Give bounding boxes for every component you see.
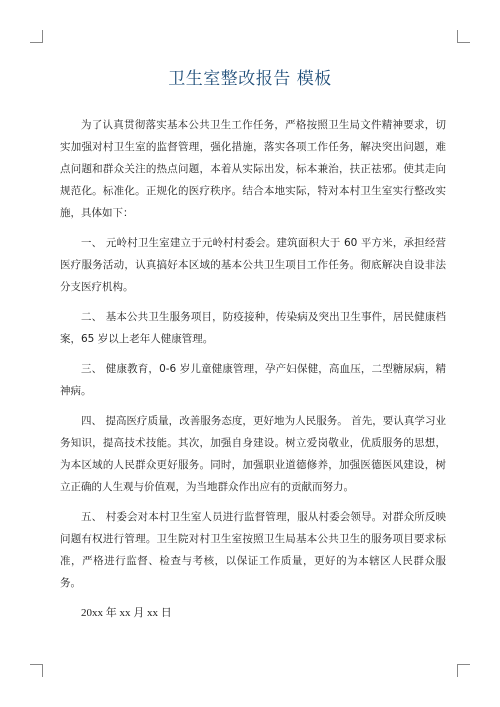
document-title: 卫生室整改报告 模板 bbox=[168, 69, 332, 89]
paragraph-3: 三、 健康教育，0-6 岁儿童健康管理，孕产妇保健，高血压，二型糖尿病，精神病。 bbox=[60, 363, 446, 397]
corner-mark-bottom-left bbox=[30, 664, 43, 677]
paragraph-4: 四、 提高医疗质量，改善服务态度，更好地为人民服务。 首先，要认真学习业务知识，提高技术技能。其次，加强自身建设。树立爱岗敬业，优质服务的思想，为本区域的人民群众更好服务。同时，加强职业道德修养，加强医德医风建设，树立正确的人生观与价值观，为当地群众作出应有的贡献而努力。 bbox=[60, 415, 446, 493]
corner-mark-bottom-right bbox=[457, 664, 470, 677]
document-date: 20xx 年 xx 月 xx 日 bbox=[81, 607, 172, 619]
corner-mark-top-right bbox=[457, 30, 470, 43]
paragraph-1: 一、 元岭村卫生室建立于元岭村村委会。建筑面积大于 60 平方米，承担经营医疗服务活动，认真搞好本区域的基本公共卫生项目工作任务。彻底解决自设非法分支医疗机构。 bbox=[60, 237, 446, 293]
paragraph-2: 二、 基本公共卫生服务项目，防疫接种，传染病及突出卫生事件，居民健康档案，65 岁以上老年人健康管理。 bbox=[60, 311, 446, 345]
document-body bbox=[60, 114, 446, 632]
corner-mark-top-left bbox=[30, 30, 43, 43]
intro-paragraph: 为了认真贯彻落实基本公共卫生工作任务，严格按照卫生局文件精神要求，切实加强对村卫生室的监督管理，强化措施，落实各项工作任务，解决突出问题，难点问题和群众关注的热点问题，本着从实际出发，标本兼治，扶正祛邪。使其走向规范化。标准化。正规化的医疗秩序。结合本地实际，特对本村卫生室实行整改实施，具体如下： bbox=[60, 119, 446, 219]
paragraph-5: 五、 村委会对本村卫生室人员进行监督管理，服从村委会领导。对群众所反映问题有权进行管理。卫生院对村卫生室按照卫生局基本公共卫生的服务项目要求标准，严格进行监督、检查与考核，以保证工作质量，更好的为本辖区人民群众服务。 bbox=[60, 511, 446, 589]
